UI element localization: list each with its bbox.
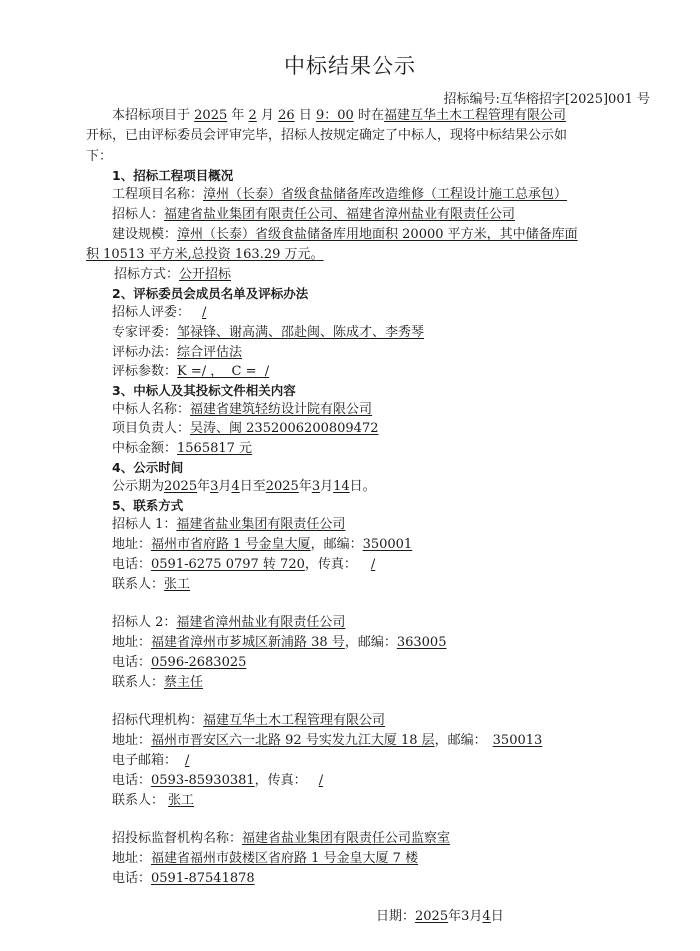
- address-value: 福建省漳州市芗城区新浦路 38 号: [151, 635, 345, 650]
- tender-method-value: 公开招标: [179, 267, 232, 282]
- scale-value: 漳州（长泰）省级食盐储备库用地面积 20000 平方米，其中储备库面: [177, 227, 578, 242]
- tenderer-1-name-row: [112, 516, 345, 534]
- contact-value: 蔡主任: [164, 675, 204, 690]
- phone-label: 电话：: [112, 871, 152, 886]
- bid-amount-value: 1565817 元: [177, 441, 253, 456]
- intro-venue: 福建互华土木工程管理有限公司: [383, 108, 566, 123]
- publicity-text: 年: [197, 479, 211, 494]
- tenderer-2-phone-row: [112, 654, 246, 672]
- intro-text: 本招标项目于: [112, 108, 191, 123]
- zip-label: ，邮编：: [434, 733, 487, 748]
- tenderer-2-value: 福建省漳州盐业有限责任公司: [176, 615, 346, 630]
- zip-label: ，邮编：: [310, 537, 363, 552]
- date-label: 日期：: [376, 909, 416, 924]
- fax-label: ，传真：: [304, 557, 357, 572]
- publish-date-row: [376, 908, 504, 926]
- owner-rep-value: /: [202, 305, 207, 320]
- publicity-end-day: 14: [333, 479, 350, 494]
- publicity-start-day: 4: [231, 479, 240, 494]
- intro-text: 时在: [357, 108, 384, 123]
- publicity-period-row: [112, 478, 376, 496]
- tenderer-1-contact-row: [112, 576, 190, 594]
- tenderer-2-address-row: [112, 634, 446, 652]
- section-3-heading: 3、中标人及其投标文件相关内容: [112, 383, 296, 398]
- fax-label: ，传真：: [254, 773, 307, 788]
- project-name-value: 漳州（长泰）省级食盐储备库改造维修（工程设计施工总承包）: [203, 187, 568, 202]
- email-value: /: [185, 753, 190, 768]
- fax-value: /: [370, 557, 376, 572]
- tenderer-1-phone-row: [112, 556, 389, 574]
- section-2-heading: 2、评标委员会成员名单及评标办法: [112, 286, 309, 301]
- agency-address-row: [112, 732, 542, 750]
- publicity-text: 年: [298, 479, 312, 494]
- publicity-text: 日。: [349, 479, 376, 494]
- tenderer-row: [112, 206, 515, 224]
- date-month: 3: [461, 909, 470, 924]
- agency-email-row: [112, 752, 197, 770]
- section-4-heading: 4、公示时间: [112, 460, 184, 475]
- intro-line-1: [112, 107, 566, 125]
- tenderer-1-value: 福建省盐业集团有限责任公司: [176, 517, 346, 532]
- date-text: 日: [490, 909, 504, 924]
- intro-time: 9：00: [315, 108, 354, 123]
- publicity-start-month: 3: [210, 479, 219, 494]
- experts-label: 专家评委：: [112, 325, 178, 340]
- tenderer-2-name-row: [112, 614, 345, 632]
- publicity-text: 月: [218, 479, 232, 494]
- zip-value: 363005: [396, 635, 447, 650]
- eval-params-row: [112, 363, 269, 381]
- agency-phone-row: [112, 772, 335, 790]
- zip-label: ，邮编：: [344, 635, 397, 650]
- tenderer-value: 福建省盐业集团有限责任公司、福建省漳州盐业有限责任公司: [164, 207, 516, 222]
- intro-day: 26: [278, 108, 295, 123]
- intro-year: 2025: [194, 108, 228, 123]
- address-value: 福州市晋安区六一北路 92 号实发九江大厦 18 层: [151, 733, 435, 748]
- winner-value: 福建省建筑轻纺设计院有限公司: [190, 402, 373, 417]
- publicity-text: 公示期为: [112, 479, 165, 494]
- zip-value: 350001: [362, 537, 413, 552]
- publicity-end-month: 3: [311, 479, 321, 494]
- contact-value: 张工: [168, 793, 195, 808]
- address-label: 地址：: [112, 537, 152, 552]
- agency-label: 招标代理机构：: [112, 713, 204, 728]
- agency-contact-row: [112, 792, 198, 810]
- date-text: 月: [469, 909, 483, 924]
- project-name-row: [112, 186, 567, 204]
- winner-row: [112, 401, 372, 419]
- address-label: 地址：: [112, 733, 152, 748]
- section-5-heading: 5、联系方式: [112, 498, 184, 513]
- phone-value: 0591-6275 0797 转 720: [151, 557, 305, 572]
- contact-label: 联系人：: [112, 675, 165, 690]
- tenderer-1-label: 招标人 1：: [112, 517, 177, 532]
- address-label: 地址：: [112, 635, 152, 650]
- page-title: 中标结果公示: [284, 54, 416, 78]
- project-name-label: 工程项目名称：: [112, 187, 204, 202]
- intro-text: 月: [260, 108, 274, 123]
- eval-method-row: [112, 344, 242, 362]
- scale-label: 建设规模：: [112, 227, 178, 242]
- intro-month: 2: [248, 108, 257, 123]
- phone-label: 电话：: [112, 655, 152, 670]
- tenderer-2-contact-row: [112, 674, 203, 692]
- tender-method-label: 招标方式：: [114, 267, 180, 282]
- contact-label: 联系人：: [112, 793, 165, 808]
- intro-line-2: 开标，已由评标委员会评审完毕，招标人按规定确定了中标人，现将中标结果公示如: [86, 128, 568, 143]
- tenderer-1-address-row: [112, 536, 412, 554]
- address-value: 福建省福州市鼓楼区省府路 1 号金皇大厦 7 楼: [151, 851, 419, 866]
- supervisor-phone-row: [112, 870, 255, 888]
- project-lead-row: [112, 420, 378, 438]
- owner-rep-row: [112, 304, 218, 322]
- scale-value-cont: 积 10513 平方米,总投资 163.29 万元。: [86, 247, 324, 262]
- date-text: 年: [448, 909, 462, 924]
- agency-name-row: [112, 712, 385, 730]
- experts-value: 邹禄锋、谢高满、邵赴闽、陈成才、李秀琴: [177, 325, 425, 340]
- bid-amount-row: [112, 440, 252, 458]
- eval-method-value: 综合评估法: [177, 345, 243, 360]
- publicity-end-year: 2025: [265, 479, 299, 494]
- tender-number: 招标编号:互华榕招字[2025]001 号: [443, 92, 650, 107]
- intro-text: 日: [298, 108, 312, 123]
- phone-value: 0591-87541878: [151, 871, 255, 886]
- email-label: 电子邮箱：: [112, 753, 178, 768]
- tenderer-2-label: 招标人 2：: [112, 615, 177, 630]
- publicity-start-year: 2025: [164, 479, 198, 494]
- intro-line-3: 下：: [86, 149, 113, 164]
- zip-value: 350013: [492, 733, 543, 748]
- phone-value: 0596-2683025: [151, 655, 247, 670]
- address-label: 地址：: [112, 851, 152, 866]
- supervisor-name-row: [112, 830, 450, 848]
- scale-row: [112, 226, 578, 244]
- address-value: 福州市省府路 1 号金皇大厦: [151, 537, 311, 552]
- section-1-heading: 1、招标工程项目概况: [112, 168, 234, 183]
- agency-value: 福建互华土木工程管理有限公司: [203, 713, 386, 728]
- eval-method-label: 评标办法：: [112, 345, 178, 360]
- scale-row-cont: [86, 246, 324, 264]
- publicity-text: 月: [320, 479, 334, 494]
- supervisor-address-row: [112, 850, 418, 868]
- date-day: 4: [482, 909, 491, 924]
- winner-label: 中标人名称：: [112, 402, 191, 417]
- phone-value: 0593-85930381: [151, 773, 255, 788]
- owner-rep-label: 招标人评委：: [112, 305, 191, 320]
- project-lead-value: 吴涛、闽 2352006200809472: [190, 421, 379, 436]
- experts-row: [112, 324, 424, 342]
- tender-method-row: [114, 266, 231, 284]
- eval-params-value: K =/ ， C = /: [177, 364, 270, 379]
- fax-value: /: [318, 773, 324, 788]
- project-lead-label: 项目负责人：: [112, 421, 191, 436]
- intro-text: 年: [231, 108, 245, 123]
- publicity-text: 日至: [239, 479, 266, 494]
- eval-params-label: 评标参数：: [112, 364, 178, 379]
- supervisor-value: 福建省盐业集团有限责任公司监察室: [242, 831, 451, 846]
- date-year: 2025: [415, 909, 449, 924]
- supervisor-label: 招投标监督机构名称：: [112, 831, 243, 846]
- contact-value: 张工: [164, 577, 191, 592]
- phone-label: 电话：: [112, 773, 152, 788]
- bid-amount-label: 中标金额：: [112, 441, 178, 456]
- phone-label: 电话：: [112, 557, 152, 572]
- contact-label: 联系人：: [112, 577, 165, 592]
- tenderer-label: 招标人：: [112, 207, 165, 222]
